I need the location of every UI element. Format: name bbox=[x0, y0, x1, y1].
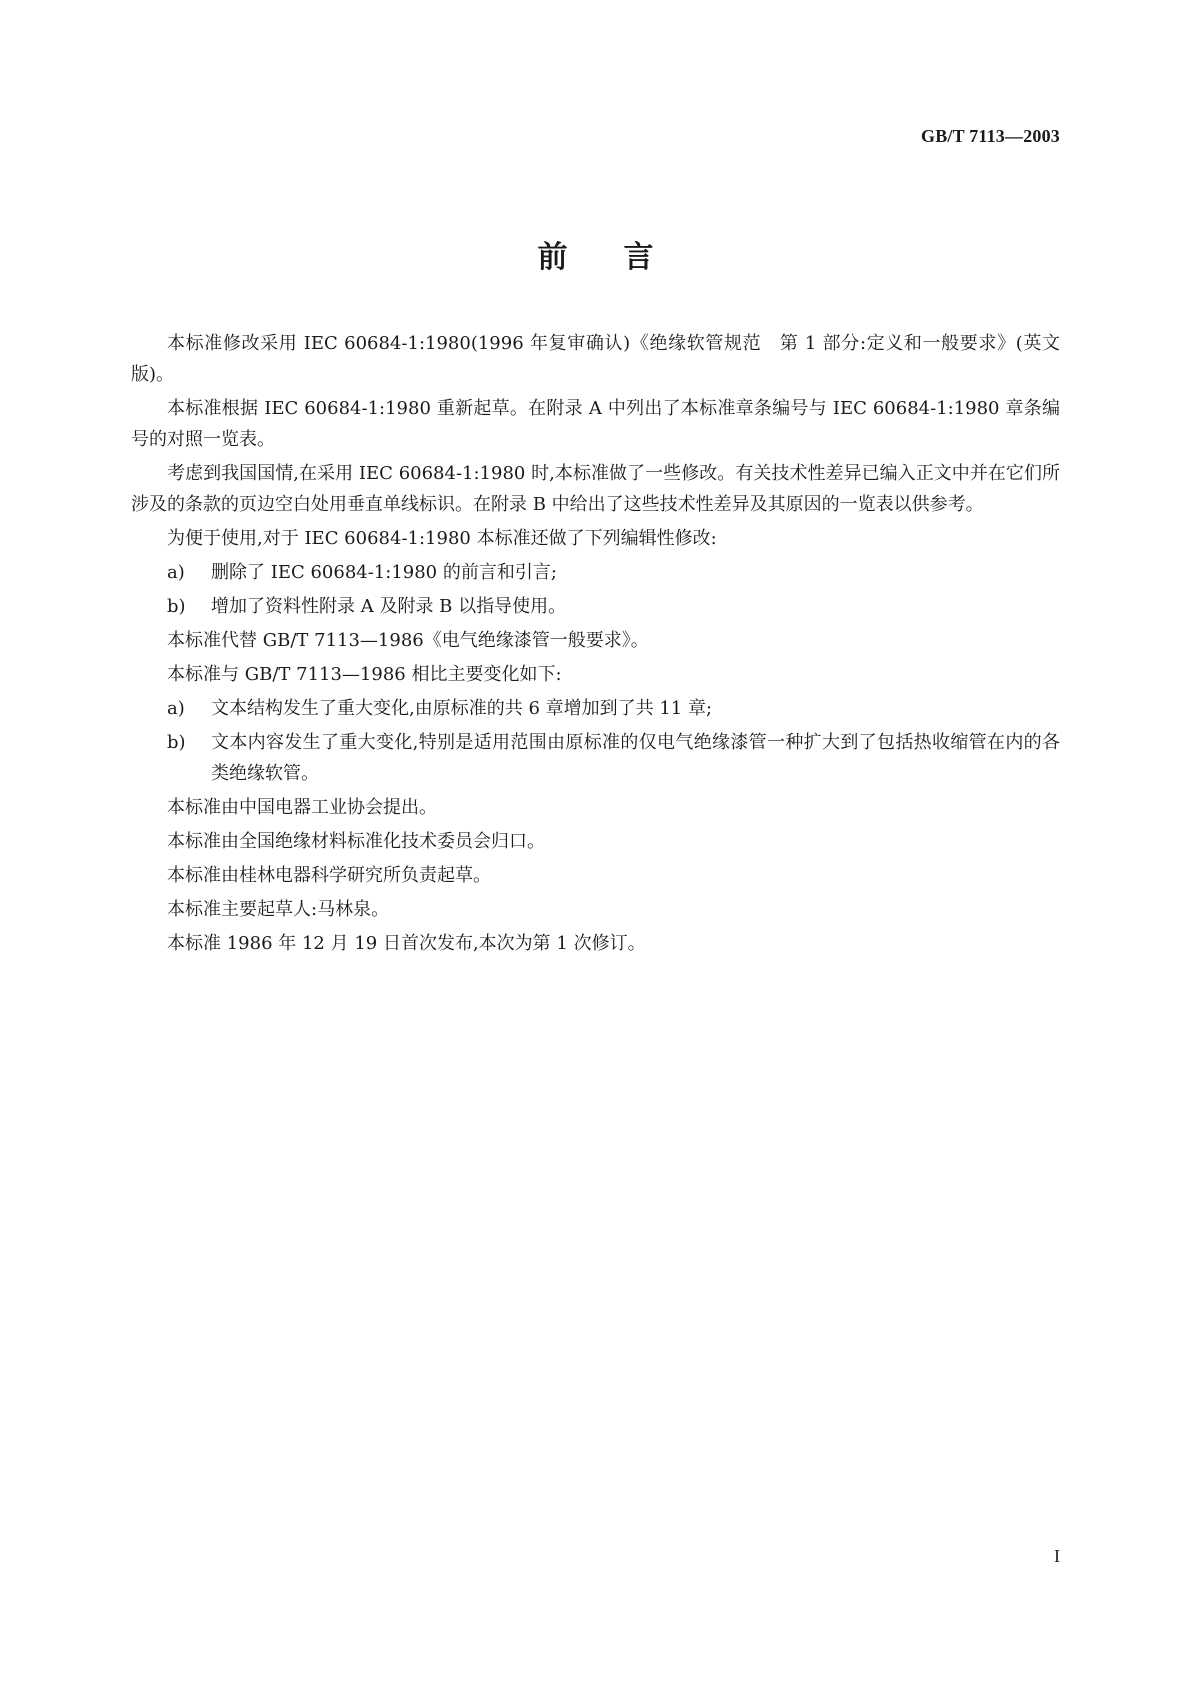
list-item bbox=[131, 557, 1060, 588]
paragraph-technical-committee: 本标准由全国绝缘材料标准化技术委员会归口。 bbox=[167, 831, 545, 852]
list-marker: a) bbox=[167, 562, 185, 583]
list-item-text: 删除了 IEC 60684-1:1980 的前言和引言; bbox=[211, 562, 557, 583]
paragraph-drafting-unit: 本标准由桂林电器科学研究所负责起草。 bbox=[167, 865, 491, 886]
list-item bbox=[131, 693, 1060, 724]
paragraph-history: 本标准 1986 年 12 月 19 日首次发布,本次为第 1 次修订。 bbox=[167, 933, 646, 954]
paragraph-changes-intro: 本标准与 GB/T 7113—1986 相比主要变化如下: bbox=[167, 664, 562, 685]
list-item-text: 增加了资料性附录 A 及附录 B 以指导使用。 bbox=[211, 596, 567, 617]
paragraph-replaces: 本标准代替 GB/T 7113—1986《电气绝缘漆管一般要求》。 bbox=[167, 630, 649, 651]
paragraph-technical-differences: 考虑到我国国情,在采用 IEC 60684-1:1980 时,本标准做了一些修改。有关技术性差异已编入正文中并在它们所涉及的条款的页边空白处用垂直单线标识。在附录 B 中给出了这些技术性差异及其原因的一览表以供参考。 bbox=[131, 463, 1060, 515]
paragraph-editorial-intro: 为便于使用,对于 IEC 60684-1:1980 本标准还做了下列编辑性修改: bbox=[167, 528, 717, 549]
foreword-body bbox=[131, 328, 1060, 962]
list-item bbox=[131, 727, 1060, 789]
list-marker: b) bbox=[167, 596, 186, 617]
standard-number: GB/T 7113—2003 bbox=[921, 126, 1060, 146]
paragraph-adoption: 本标准修改采用 IEC 60684-1:1980(1996 年复审确认)《绝缘软管规范 第 1 部分:定义和一般要求》(英文版)。 bbox=[131, 333, 1060, 385]
list-item-text: 文本内容发生了重大变化,特别是适用范围由原标准的仅电气绝缘漆管一种扩大到了包括热收缩管在内的各类绝缘软管。 bbox=[211, 732, 1060, 784]
page-number: I bbox=[1054, 1546, 1060, 1566]
page-title: 前言 bbox=[537, 240, 710, 275]
list-item bbox=[131, 591, 1060, 622]
list-item-text: 文本结构发生了重大变化,由原标准的共 6 章增加到了共 11 章; bbox=[211, 698, 713, 719]
list-marker: b) bbox=[167, 732, 186, 753]
paragraph-redraft: 本标准根据 IEC 60684-1:1980 重新起草。在附录 A 中列出了本标准章条编号与 IEC 60684-1:1980 章条编号的对照一览表。 bbox=[131, 398, 1060, 450]
paragraph-proposer: 本标准由中国电器工业协会提出。 bbox=[167, 797, 437, 818]
list-marker: a) bbox=[167, 698, 185, 719]
paragraph-drafter: 本标准主要起草人:马林泉。 bbox=[167, 899, 390, 920]
